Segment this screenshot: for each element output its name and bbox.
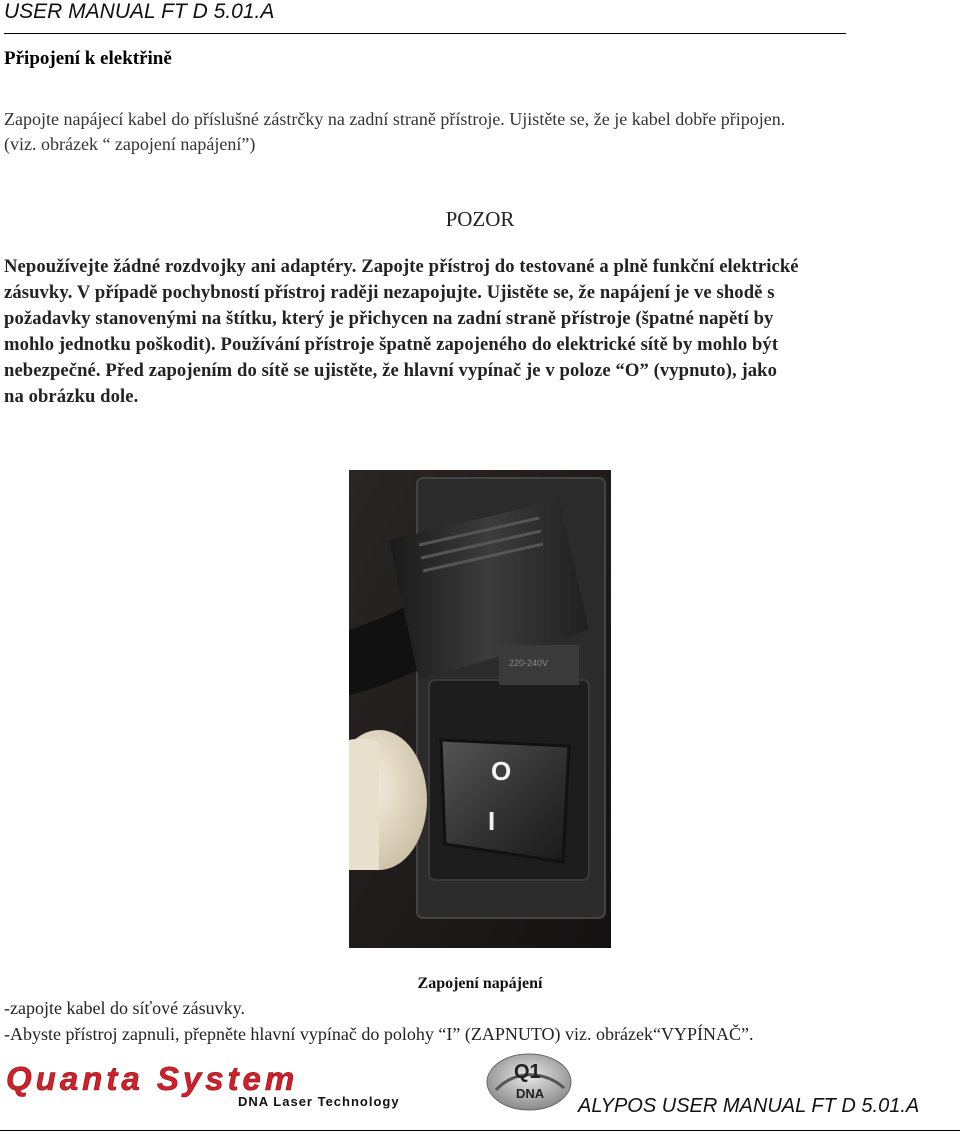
footer-rule xyxy=(0,1130,960,1131)
warning-paragraph xyxy=(4,254,952,410)
intro-line: (viz. obrázek “ zapojení napájení”) xyxy=(4,134,256,154)
section-title: Připojení k elektřině xyxy=(4,48,172,69)
switch-on-symbol: I xyxy=(488,806,496,836)
figure-caption: Zapojení napájení xyxy=(417,975,543,992)
svg-text:220-240V: 220-240V xyxy=(509,658,549,668)
intro-paragraph xyxy=(4,107,944,157)
switch-off-symbol: O xyxy=(491,756,512,786)
warning-line: na obrázku dole. xyxy=(4,386,139,407)
warning-line: zásuvky. V případě pochybností přístroj raději nezapojujte. Ujistěte se, že napájení je ve shodě s xyxy=(4,282,775,303)
warning-line: mohlo jednotku poškodit). Používání přístroje špatně zapojeného do elektrické sítě by mohlo být xyxy=(4,334,779,355)
brand-name: Quanta System xyxy=(6,1064,299,1097)
footer-title: ALYPOS USER MANUAL FT D 5.01.A xyxy=(578,1095,920,1117)
instruction-line: -Abyste přístroj zapnuli, přepněte hlavní vypínač do polohy “I” (ZAPNUTO) viz. obrázek“VYPÍNAČ”. xyxy=(4,1024,754,1044)
warning-line: nebezpečné. Před zapojením do sítě se ujistěte, že hlavní vypínač je v poloze “O” (vypnuto), jako xyxy=(4,360,778,381)
header-rule xyxy=(4,33,846,34)
product-mark: Q1 xyxy=(514,1061,541,1083)
warning-line: požadavky stanovenými na štítku, který je přichycen na zadní straně přístroje (špatné napětí by xyxy=(4,308,774,329)
instruction-line: -zapojte kabel do síťové zásuvky. xyxy=(4,998,245,1018)
q1-dna-logo xyxy=(484,1050,574,1112)
warning-heading: POZOR xyxy=(445,207,515,231)
header-title: USER MANUAL FT D 5.01.A xyxy=(4,0,275,23)
power-connection-photo xyxy=(349,470,611,948)
warning-line: Nepoužívejte žádné rozdvojky ani adaptéry. Zapojte přístroj do testované a plně funkční elektrické xyxy=(4,256,799,277)
product-sub: DNA xyxy=(516,1086,545,1101)
intro-line: Zapojte napájecí kabel do příslušné zástrčky na zadní straně přístroje. Ujistěte se, že je kabel dobře připojen. xyxy=(4,109,786,129)
quanta-system-logo xyxy=(6,1064,472,1110)
brand-tagline: DNA Laser Technology xyxy=(238,1094,400,1109)
